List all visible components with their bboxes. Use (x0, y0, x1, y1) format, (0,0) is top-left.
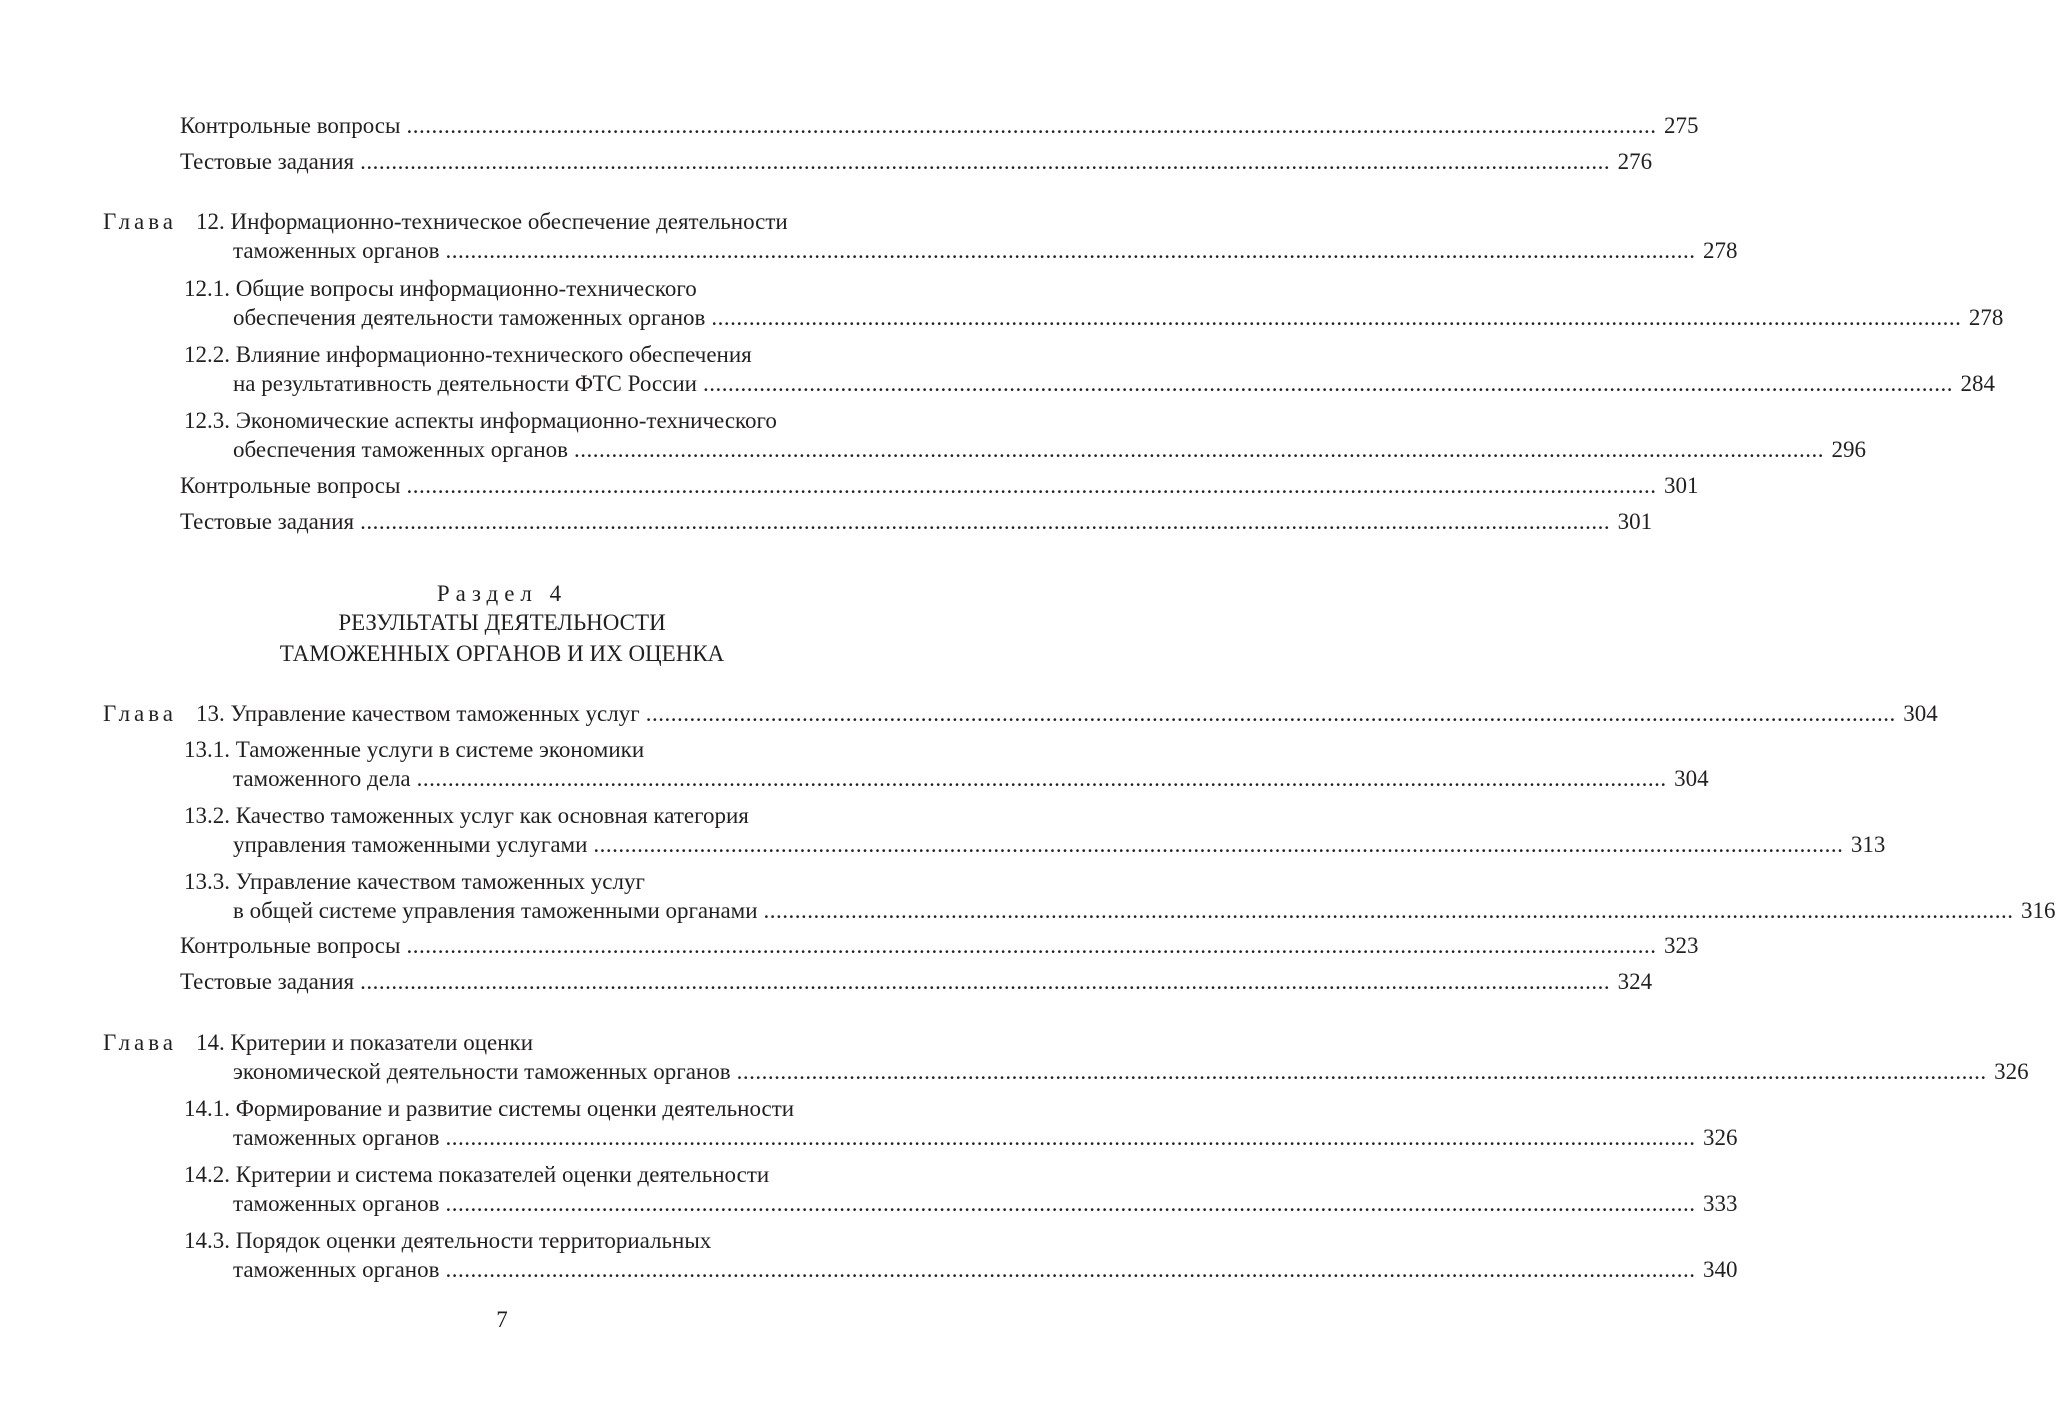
entry-page: 333 (1702, 1191, 1738, 1216)
section-title: Формирование и развитие системы оценки деятельности (235, 1096, 795, 1121)
section-13-2 (180, 800, 749, 832)
section-title-line2: обеспечения деятельности таможенных органов (233, 305, 706, 330)
entry-page: 296 (1831, 437, 1867, 462)
entry-page: 326 (1994, 1059, 2029, 1084)
page-number: 7 (496, 1307, 508, 1332)
part-title-line1: РЕЗУЛЬТАТЫ ДЕЯТЕЛЬНОСТИ (338, 610, 666, 635)
section-title: Управление качеством таможенных услуг (235, 869, 645, 894)
section-14-3-continued (233, 1254, 1738, 1286)
section-number: 12.1. (184, 276, 230, 301)
section-title: Влияние информационно-технического обеспечения (235, 342, 752, 367)
dot-leader: ........................................................................................................................................................................................................ (416, 766, 1667, 791)
section-title-line2: таможенных органов (233, 1191, 440, 1216)
section-13-2-continued (233, 829, 1886, 861)
chapter-title-line2: таможенных органов (233, 238, 440, 263)
section-12-1 (180, 273, 697, 305)
section-title-line2: таможенных органов (233, 1257, 440, 1282)
dot-leader: ........................................................................................................................................................................................................ (445, 238, 1696, 263)
dot-leader: ........................................................................................................................................................................................................ (702, 371, 1953, 396)
section-title-line2: управления таможенными услугами (233, 832, 588, 857)
chapter-prefix: Глава (103, 1030, 178, 1055)
dot-leader: ........................................................................................................................................................................................................ (445, 1125, 1696, 1150)
section-14-2 (180, 1159, 769, 1191)
dot-leader: ........................................................................................................................................................................................................ (763, 898, 2014, 923)
dot-leader: ........................................................................................................................................................................................................ (360, 969, 1611, 994)
section-14-1 (180, 1093, 794, 1125)
section-12-3 (180, 405, 777, 437)
chapter-13-test-tasks (180, 966, 1653, 998)
section-12-3-continued (233, 434, 1867, 466)
chapter-number: 13. (196, 701, 225, 726)
dot-leader: ........................................................................................................................................................................................................ (360, 149, 1611, 174)
section-number: 13.2. (184, 803, 230, 828)
section-14-3 (180, 1225, 711, 1257)
section-title-line2: в общей системе управления таможенными органами (233, 898, 758, 923)
part-label: Раздел 4 (436, 581, 568, 606)
chapter-prefix: Глава (103, 701, 178, 726)
chapter-title: Информационно-техническое обеспечение деятельности (230, 209, 788, 234)
section-title: Качество таможенных услуг как основная категория (235, 803, 749, 828)
dot-leader: ........................................................................................................................................................................................................ (406, 933, 1657, 958)
chapter-title: Управление качеством таможенных услуг (230, 701, 640, 726)
part-title-line2: ТАМОЖЕННЫХ ОРГАНОВ И ИХ ОЦЕНКА (279, 641, 725, 666)
entry-page: 284 (1960, 371, 1995, 396)
section-title: Критерии и система показателей оценки деятельности (235, 1162, 770, 1187)
entry-label: Тестовые задания (180, 969, 355, 994)
dot-leader: ........................................................................................................................................................................................................ (360, 509, 1611, 534)
dot-leader: ........................................................................................................................................................................................................ (645, 701, 1896, 726)
section-13-1-continued (233, 763, 1709, 795)
section-number: 14.1. (184, 1096, 230, 1121)
dot-leader: ........................................................................................................................................................................................................ (574, 437, 1825, 462)
entry-page: 324 (1617, 969, 1653, 994)
entry-label: Тестовые задания (180, 509, 355, 534)
chapter-13-heading (103, 698, 1938, 730)
section-title-line2: таможенных органов (233, 1125, 440, 1150)
entry-page: 276 (1617, 149, 1653, 174)
section-12-2-continued (233, 368, 1995, 400)
chapter-number: 14. (196, 1030, 225, 1055)
dot-leader: ........................................................................................................................................................................................................ (736, 1059, 1987, 1084)
entry-label: Тестовые задания (180, 149, 355, 174)
chapter-title: Критерии и показатели оценки (230, 1030, 534, 1055)
dot-leader: ........................................................................................................................................................................................................ (593, 832, 1844, 857)
chapter-prefix: Глава (103, 209, 178, 234)
section-title-line2: таможенного дела (233, 766, 411, 791)
section-number: 14.3. (184, 1228, 230, 1253)
section-13-1 (180, 734, 644, 766)
section-title: Общие вопросы информационно-технического (235, 276, 697, 301)
section-title: Экономические аспекты информационно-технического (235, 408, 777, 433)
dot-leader: ........................................................................................................................................................................................................ (406, 473, 1657, 498)
entry-label: Контрольные вопросы (180, 113, 401, 138)
section-number: 12.3. (184, 408, 230, 433)
toc-entry-test-tasks (180, 146, 1653, 178)
section-14-2-continued (233, 1188, 1738, 1220)
entry-page: 301 (1663, 473, 1699, 498)
entry-page: 326 (1702, 1125, 1738, 1150)
section-13-3-continued (233, 895, 2056, 927)
chapter-12-control-questions (180, 470, 1699, 502)
section-number: 13.1. (184, 737, 230, 762)
entry-page: 304 (1674, 766, 1709, 791)
chapter-number: 12. (196, 209, 225, 234)
entry-page: 304 (1903, 701, 1938, 726)
entry-page: 316 (2021, 898, 2056, 923)
chapter-12-test-tasks (180, 506, 1653, 538)
chapter-14-heading (103, 1027, 533, 1059)
toc-entry-control-questions (180, 110, 1699, 142)
entry-label: Контрольные вопросы (180, 473, 401, 498)
chapter-title-line2: экономической деятельности таможенных органов (233, 1059, 731, 1084)
chapter-heading-text (103, 698, 640, 730)
entry-label: Контрольные вопросы (180, 933, 401, 958)
entry-page: 275 (1663, 113, 1699, 138)
chapter-13-control-questions (180, 930, 1699, 962)
entry-page: 278 (1702, 238, 1738, 263)
section-12-1-continued (233, 302, 2004, 334)
section-number: 12.2. (184, 342, 230, 367)
entry-page: 278 (1968, 305, 2004, 330)
entry-page: 340 (1702, 1257, 1738, 1282)
chapter-12-title-continued (233, 235, 1738, 267)
section-14-1-continued (233, 1122, 1738, 1154)
entry-page: 323 (1663, 933, 1699, 958)
entry-page: 301 (1617, 509, 1653, 534)
dot-leader: ........................................................................................................................................................................................................ (406, 113, 1657, 138)
chapter-12-heading (103, 206, 788, 238)
dot-leader: ........................................................................................................................................................................................................ (445, 1191, 1696, 1216)
section-number: 14.2. (184, 1162, 230, 1187)
section-title-line2: на результативность деятельности ФТС России (233, 371, 697, 396)
section-title-line2: обеспечения таможенных органов (233, 437, 569, 462)
section-13-3 (180, 866, 645, 898)
chapter-14-title-continued (233, 1056, 2029, 1088)
dot-leader: ........................................................................................................................................................................................................ (445, 1257, 1696, 1282)
entry-page: 313 (1850, 832, 1886, 857)
dot-leader: ........................................................................................................................................................................................................ (711, 305, 1962, 330)
section-title: Таможенные услуги в системе экономики (235, 737, 645, 762)
section-title: Порядок оценки деятельности территориальных (235, 1228, 712, 1253)
section-12-2 (180, 339, 752, 371)
section-number: 13.3. (184, 869, 230, 894)
